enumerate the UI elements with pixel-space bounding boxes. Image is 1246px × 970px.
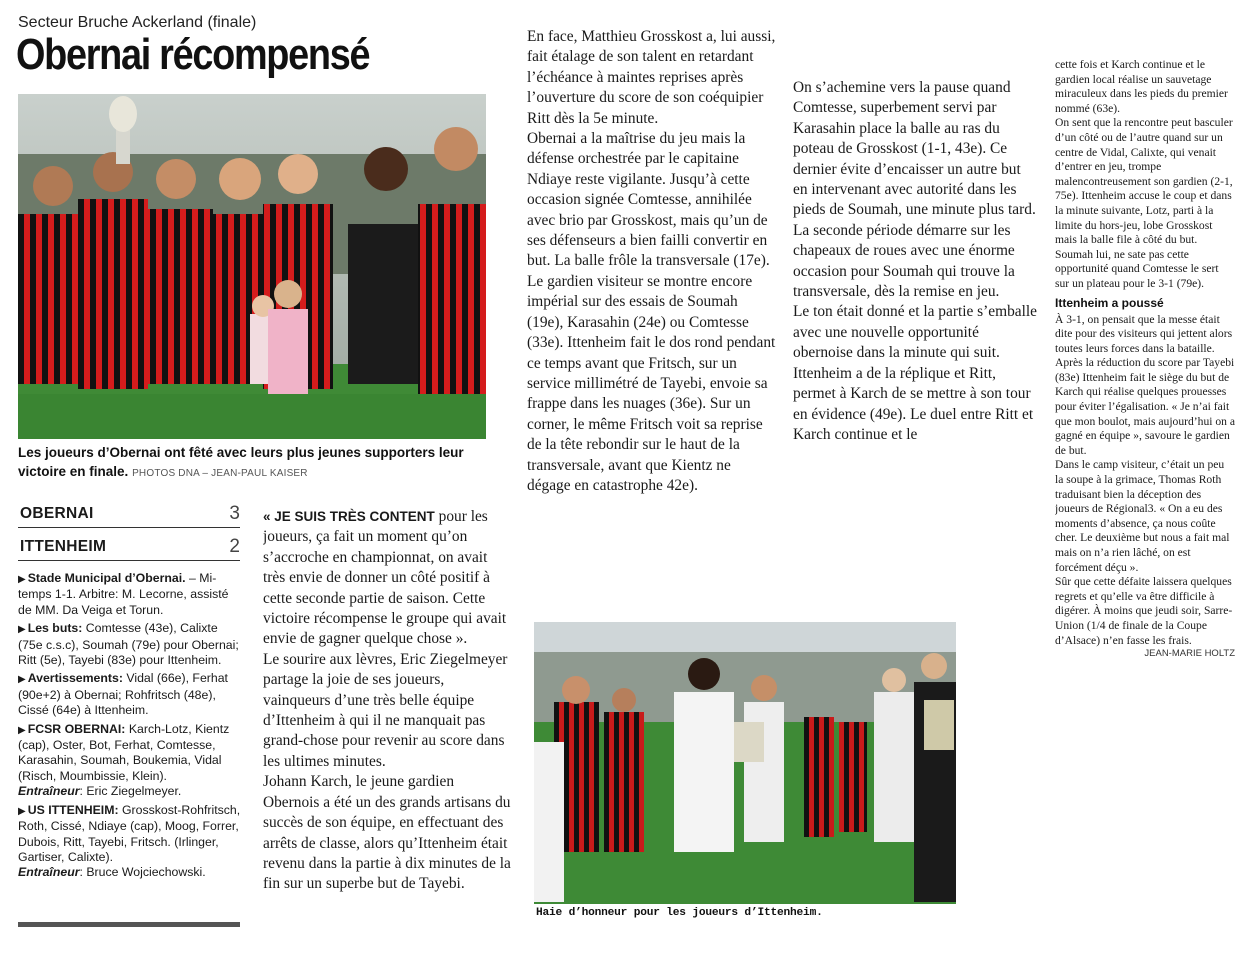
article-column-5 (1055, 58, 1235, 748)
celebration-photo (18, 94, 486, 439)
col3-paragraph-1: En face, Matthieu Grosskost a, lui aussi, fait étalage de son talent en retardant l’échéance à maintes reprises après l’ouverture du score de son coéquipier Ritt dès la 5e minute. (527, 28, 776, 127)
detail-stadium: ▶ Stade Municipal d’Obernai. – Mi-temps 1-1. Arbitre: M. Lecorne, assisté de MM. Da Veiga et Torun. (18, 571, 229, 617)
col4-paragraph-2: La seconde période démarre sur les chapeaux de roues avec une énorme occasion pour Soumah qui trouve la transversale, dès la remise en jeu. (793, 221, 1015, 301)
team-home-score: 3 (229, 503, 240, 524)
col4-paragraph-1: On s’achemine vers la pause quand Comtesse, superbement servi par Karasahin place la balle au ras du poteau de Grosskost (1-1, 43e). Ce dernier évite d’encaisser un autre but en intervenant avec autorité dans les pieds de Soumah, une minute plus tard. (793, 79, 1036, 219)
col2-paragraph-3: Johann Karch, le jeune gardien Obernois a été un des grands artisans du succès de son équipe, en effectuant des arrêts de classe, alors qu’Ittenheim était revenu dans la partie à dix minutes de la fin sur un superbe but de Tayebi. (263, 773, 511, 893)
article-column-2 (263, 507, 513, 962)
article-headline: Obernai récompensé (16, 30, 370, 79)
col2-paragraph-2: Le sourire aux lèvres, Eric Ziegelmeyer partage la joie de ses joueurs, vainqueurs d’une très belle équipe d’Ittenheim à qui il ne manquait pas grand-chose pour revenir au score dans les ultimes minutes. (263, 650, 508, 770)
col4-paragraph-4: Ittenheim a de la réplique et Ritt, permet à Karch de se mettre à son tour en évidence (49e). Le duel entre Ritt et Karch continue et le (793, 364, 1034, 443)
article-column-4 (793, 78, 1038, 498)
team-away-score: 2 (229, 536, 240, 557)
detail-warnings: ▶ Avertissements: Vidal (66e), Ferhat (90e+2) à Obernai; Rohfritsch (48e), Cissé (64e) à Ittenheim. (18, 671, 228, 718)
col5-paragraph-5: Sûr que cette défaite laissera quelques regrets et qu’elle va être difficile à digérer. À moins que jeudi soir, Sarre-Union (1/4 de finale de la Coupe d’Alsace) n’en fasse les frais. (1055, 575, 1233, 647)
col5-paragraph-4: Dans le camp visiteur, c’était un peu la soupe à la grimace, Thomas Roth traduisant bien la déception des joueurs de Régional3. « On a eu des moments d’absence, ça nous coûte cher. Le deuxième but nous a fait mal mais on n’a rien lâché, on est forcément déçu ». (1055, 458, 1230, 574)
col4-paragraph-3: Le ton était donné et la partie s’emballe avec une nouvelle opportunité obernoise dans la minute qui suit. (793, 303, 1038, 362)
author-signature: JEAN-MARIE HOLTZ (1144, 648, 1235, 660)
photo1-caption (18, 443, 488, 483)
team-away-name: ITTENHEIM (20, 538, 107, 555)
col5-paragraph-3: À 3-1, on pensait que la messe était dite pour des visiteurs qui jettent alors toutes leurs forces dans la bataille. Après la réduction du score par Tayebi (83e) Ittenheim fait le siège du but de Karch qui réalise quelques prouesses pour éviter l’égalisation. « Je n’ai fait que mon boulot, mais aujourd’hui on a gagné en équipe », savoure le gardien de but. (1055, 312, 1235, 457)
col3-paragraph-2: Obernai a la maîtrise du jeu mais la défense orchestrée par le capitaine Ndiaye reste vigilante. Jusqu’à cette occasion signée Comtesse, annihilée avec brio par Grosskost, mais qu’un de ses défenseurs a bien failli convertir en but. La balle frôle la transversale (17e). Le gardien visiteur se montre encore impérial sur des essais de Soumah (19e), Karasahin (24e) ou Comtesse (33e). Ittenheim fait le dos rond pendant ce temps avant que Fritsch, sur un service millimétré de Tayebi, envoie sa frappe dans les nuages (36e). Sur un corner, le même Fritsch voit sa reprise de la tête rebondir sur le haut de la transversale, avant que Kientz ne dégage en catastrophe 42e). (527, 130, 776, 494)
guard-of-honour-photo (534, 622, 956, 904)
detail-goals: ▶ Les buts: Comtesse (43e), Calixte (75e c.s.c), Soumah (79e) pour Obernai; Ritt (5e), Tayebi (83e) pour Ittenheim. (18, 621, 239, 668)
col2-paragraph-1: « JE SUIS TRÈS CONTENT pour les joueurs, ça fait un moment qu’on s’accroche en championnat, on avait très envie de donner un côté positif à cette seconde partie de saison. Cette victoire récompense le groupe qui avait envie de gagner quelque chose ». (263, 508, 507, 648)
detail-lineup-obernai: ▶ FCSR OBERNAI: Karch-Lotz, Kientz (cap), Oster, Bot, Ferhat, Comtesse, Karasahin, Soumah, Boukemia, Vidal (Risch, Moumbissie, Klein). Entraîneur: Eric Ziegelmeyer. (18, 721, 230, 799)
col5-subhead: Ittenheim a poussé (1055, 295, 1164, 310)
col5-paragraph-2: On sent que la rencontre peut basculer d’un côté ou de l’autre quand sur un centre de Vidal, Calixte, qui venait d’entrer en jeu, trompe malencontreusement son gardien (2-1, 75e). Ittenheim accuse le coup et dans la minute suivante, Lotz, parti à la limite du hors-jeu, lobe Grosskost mais la balle file à côté du but. Soumah lui, ne sate pas cette opportunité quand Comtesse le sert sur un plateau pour le 3-1 (79e). (1055, 116, 1233, 290)
photo2-caption: Haie d’honneur pour les joueurs d’Ittenheim. (536, 907, 823, 919)
team-home-name: OBERNAI (20, 505, 94, 522)
article-kicker: Secteur Bruche Ackerland (finale) (18, 14, 257, 31)
score-row-home (18, 503, 240, 528)
score-row-away (18, 536, 240, 561)
details-bottom-rule (18, 922, 240, 927)
detail-lineup-ittenheim: ▶ US ITTENHEIM: Grosskost-Rohfritsch, Roth, Cissé, Ndiaye (cap), Moog, Forrer, Dubois, Ritt, Tayebi, Fritsch. (Irlinger, Gartiser, Calixte). Entraîneur: Bruce Wojciechowski. (18, 802, 241, 880)
photo1-credit: PHOTOS DNA – JEAN-PAUL KAISER (132, 468, 308, 479)
article-column-3 (527, 27, 777, 587)
match-details (18, 571, 242, 884)
photo1-caption-text: Les joueurs d’Obernai ont fêté avec leurs plus jeunes supporters leur victoire en finale. (18, 445, 464, 479)
col5-paragraph-1: cette fois et Karch continue et le gardien local réalise un sauvetage miraculeux dans les pieds du premier nommé (63e). (1055, 58, 1228, 115)
